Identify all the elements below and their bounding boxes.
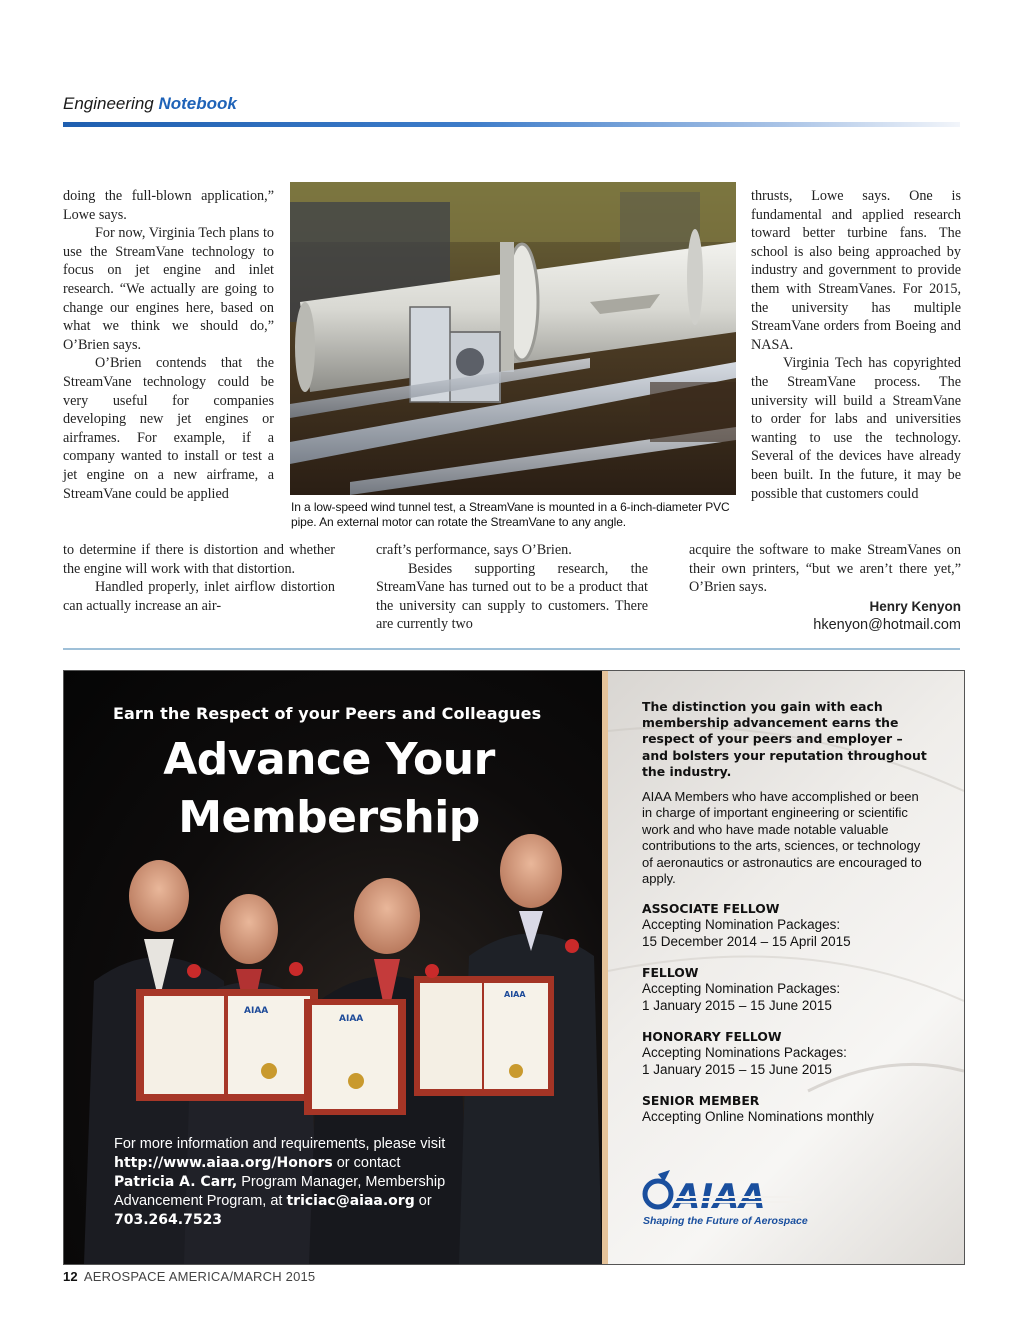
membership-line: Accepting Online Nominations monthly [642, 1109, 874, 1125]
publication-name: AEROSPACE AMERICA/MARCH 2015 [83, 1269, 316, 1284]
paragraph: Handled properly, inlet airflow distortion can actually increase an air- [63, 579, 335, 614]
section-divider [63, 648, 960, 650]
photo-caption: In a low-speed wind tunnel test, a StreamVane is mounted in a 6-inch-diameter PVC pipe. An external motor can rotate the StreamVane to any angle. [291, 500, 730, 529]
membership-line: Accepting Nomination Packages: [642, 917, 841, 933]
article-column-left [63, 187, 274, 503]
membership-fellow [642, 965, 932, 1014]
info-text: or [414, 1193, 432, 1209]
paragraph: thrusts, Lowe says. One is fundamental and applied research toward better turbine fans. The school is also being approached by industry and government to provide them with StreamVanes. For 2015, the university has multiple StreamVane orders from Boeing and NASA. [751, 188, 961, 353]
membership-line: Accepting Nominations Packages: [642, 1045, 847, 1061]
section-label-bold: Notebook [158, 94, 237, 113]
certificate-logo: AIAA [504, 990, 526, 999]
paragraph: doing the full-blown application,” Lowe says. [63, 188, 274, 223]
paragraph: to determine if there is distortion and whether the engine will work with that distortion. [63, 542, 335, 577]
paragraph: Besides supporting research, the StreamVane has turned out to be a product that the university can supply to customers. There are currently two [376, 560, 648, 633]
author-name: Henry Kenyon [869, 598, 961, 614]
paragraph: craft’s performance, says O’Brien. [376, 542, 572, 558]
ad-body-text: AIAA Members who have accomplished or been in charge of important engineering or scientific work and who have made notable valuable contributions to the arts, sciences, or technology of aeronautics or astronautics are encouraged to apply. [642, 789, 922, 887]
certificate-logo: AIAA [244, 1006, 269, 1016]
ad-photo-panel [64, 671, 602, 1264]
header-rule [63, 122, 960, 127]
membership-associate-fellow [642, 901, 932, 950]
paragraph: O’Brien contends that the StreamVane technology could be very useful for companies developing new jet engines or airframes. For example, if a company wanted to install or test a jet engine on a new airframe, a StreamVane could be applied [63, 355, 274, 502]
page-footer [63, 1269, 315, 1284]
paragraph: Virginia Tech has copyrighted the StreamVane process. The university will build a StreamVane to order for labs and universities wanting to use the technology. Several of the devices have already been built. In the future, it may be possible that customers could [751, 355, 961, 502]
ad-lead-text: The distinction you gain with each membership advancement earns the respect of your peers and employer – and bolsters your reputation throughout the industry. [642, 699, 927, 779]
contact-phone: 703.264.7523 [114, 1212, 223, 1228]
paragraph: For now, Virginia Tech plans to use the StreamVane technology to focus on jet engine and inlet research. “We actually are going to change our engines here, based on what we think we should do,” O’Brien says. [63, 225, 274, 353]
membership-title: FELLOW [642, 965, 699, 980]
info-text: or contact [332, 1155, 401, 1171]
author-email: hkenyon@hotmail.com [813, 616, 961, 633]
ad-title-line: Advance Your [163, 734, 495, 785]
honors-link[interactable]: http://www.aiaa.org/Honors [114, 1155, 333, 1171]
author-signature [689, 597, 961, 635]
info-text: Program Manager, Membership Advancement Program, at [114, 1174, 446, 1209]
membership-title: SENIOR MEMBER [642, 1093, 760, 1108]
ad-kicker: Earn the Respect of your Peers and Colleagues [113, 704, 542, 723]
wind-tunnel-photo [290, 182, 736, 495]
membership-title: ASSOCIATE FELLOW [642, 901, 780, 916]
membership-line: 1 January 2015 – 15 June 2015 [642, 997, 832, 1013]
membership-title: HONORARY FELLOW [642, 1029, 782, 1044]
aiaa-tagline: Shaping the Future of Aerospace [643, 1215, 808, 1227]
ad-title [114, 731, 544, 847]
page-number: 12 [63, 1269, 78, 1284]
membership-honorary-fellow [642, 1029, 932, 1078]
membership-line: 1 January 2015 – 15 June 2015 [642, 1061, 832, 1077]
membership-line: 15 December 2014 – 15 April 2015 [642, 933, 851, 949]
contact-name: Patricia A. Carr, [114, 1174, 238, 1190]
membership-advertisement [63, 670, 965, 1265]
paragraph: acquire the software to make StreamVanes on their own printers, “but we aren’t there yet,” O’Brien says. [689, 542, 961, 596]
ad-title-line: Membership [178, 792, 480, 843]
article-column-right-bottom [689, 541, 961, 635]
membership-senior-member [642, 1093, 932, 1126]
section-header [63, 94, 237, 114]
article-column-right [751, 187, 961, 503]
article-column-middle-bottom [376, 541, 648, 634]
ad-contact-info [114, 1135, 454, 1230]
info-text: For more information and requirements, please visit [114, 1136, 446, 1152]
article-column-left-bottom [63, 541, 335, 615]
certificate-logo: AIAA [339, 1014, 364, 1024]
membership-line: Accepting Nomination Packages: [642, 981, 841, 997]
contact-email-link[interactable]: triciac@aiaa.org [286, 1193, 415, 1209]
section-label: Engineering [63, 94, 154, 113]
